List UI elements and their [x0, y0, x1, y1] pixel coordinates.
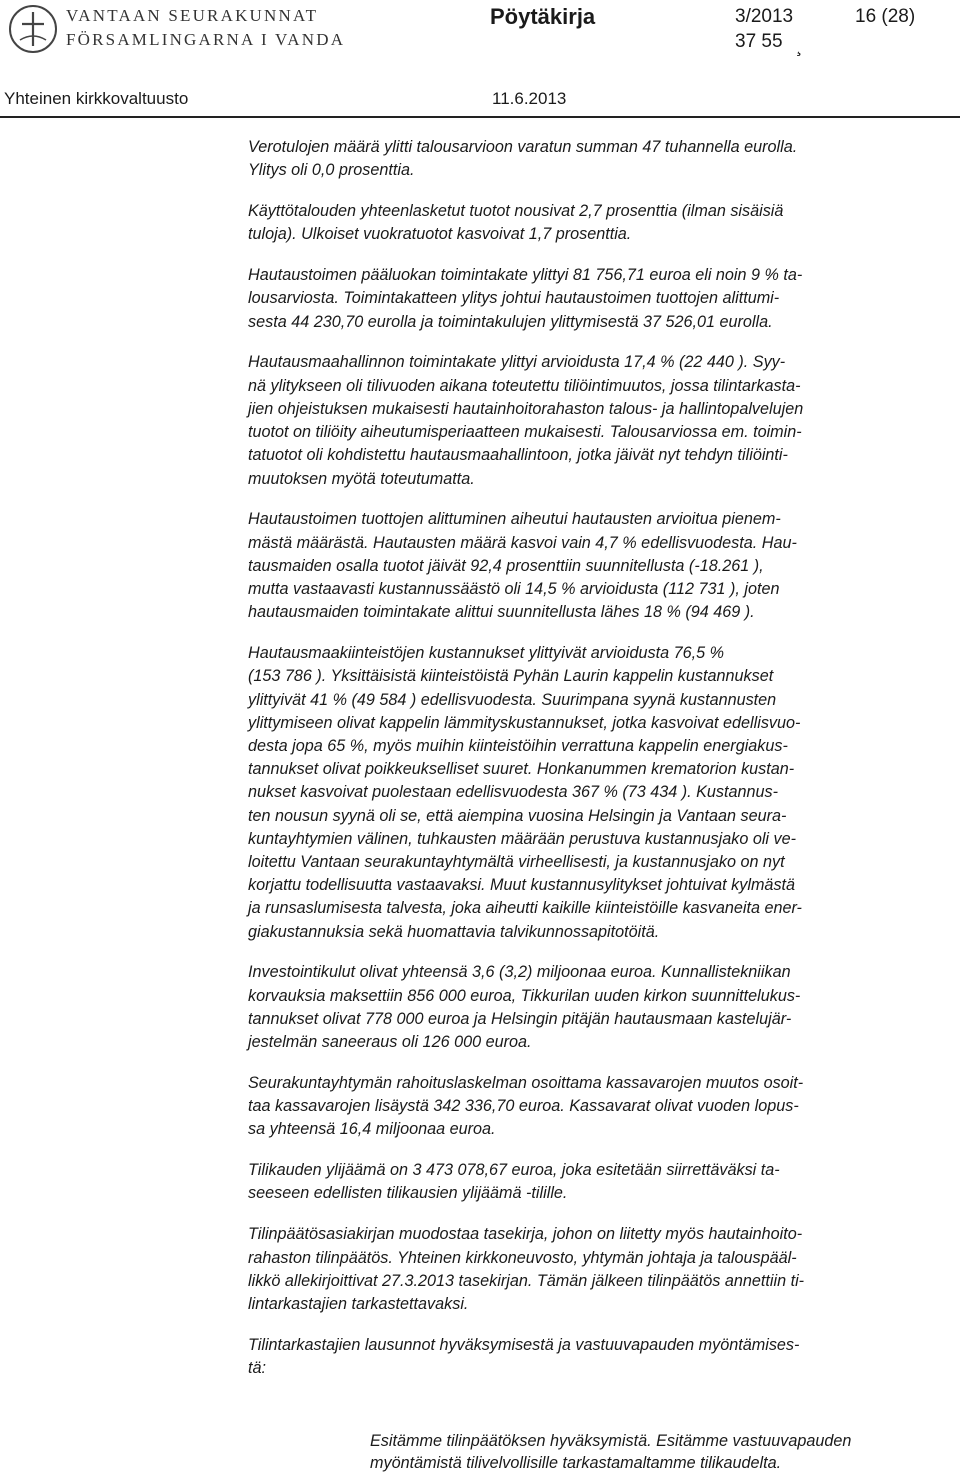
church-logo-icon — [8, 4, 58, 54]
paragraph: Käyttötalouden yhteenlasketut tuotot nousivat 2,7 prosenttia (ilman sisäisiä tuloja). Ulkoiset vuokratuotot kasvoivat 1,7 prosenttia. — [248, 202, 784, 244]
paragraph: Hautaustoimen pääluokan toimintakate ylittyi 81 756,71 euroa eli noin 9 % ta- lousarviosta. Toimintakatteen ylitys johtui hautaustoimen tuottojen alittumi- sesta 44 230,70 eurolla ja toimintakulujen ylittymisestä 37 526,01 eurolla. — [248, 266, 803, 331]
org-name-swedish: FÖRSAMLINGARNA I VANDA — [66, 30, 346, 49]
issue-number: 3/2013 — [735, 6, 794, 27]
paragraph: Hautaustoimen tuottojen alittuminen aiheutui hautausten arvioitua pienem- mästä määrästä. Hautausten määrä kasvoi vain 4,7 % edellisvuodesta. Hau- tausmaiden osalla tuotot jäivät 92,4 prosenttiin suunnitellusta (-18.261 ), mutta vastaavasti kustannussäästö oli 14,5 % arvioidusta (112 731 ), joten hautausmaiden toimintakate alittui suunnitellusta lähes 18 % (94 469 ). — [248, 510, 797, 622]
paragraph: Hautausmaakiinteistöjen kustannukset ylittyivät arvioidusta 76,5 % (153 786 ). Yksittäisistä kiinteistöistä Pyhän Laurin kappelin kustannukset ylittyivät 41 % (49 584 ) edellisvuodesta. Suurimpana syynä kustannusten ylittymiseen olivat kappelin lämmityskustannukset, jotka kasvoivat edellisvuo- desta jopa 65 %, myös muihin kiinteistöihin verrattuna kappelin energiakus- tannukset olivat poikkeukselliset suuret. Honkanummen krematorion kustan- nukset kasvoivat puolestaan edellisvuodesta 367 % (73 434 ). Kustannus- ten nousun syynä oli se, että aiempina vuosina Helsingin ja Vantaan seura- kuntayhtymien välinen, tuhkausten määrään perustuva kustannusjako oli ve- loitettu Vantaan seurakuntayhtymältä virheellisesti, ja kustannusjako on nyt korjattu todellisuutta vastaavaksi. Muut kustannusylitykset johtuivat kylmästä ja runsaslumisesta talvesta, joka aiheutti kaikille kiinteistöille kasvaneita ener- giakustannuksia sekä huomattavia talvikunnossapitotöitä. — [248, 644, 802, 941]
meeting-name: Yhteinen kirkkovaltuusto — [4, 89, 189, 108]
paragraph-range: 37 55 — [735, 31, 783, 52]
header-divider — [0, 116, 960, 118]
paragraph: Tilikauden ylijäämä on 3 473 078,67 euroa, joka esitetään siirrettäväksi ta- seeseen edellisten tilikausien ylijäämä -tilille. — [248, 1161, 780, 1203]
tick-mark: ¸ — [796, 36, 803, 57]
auditor-statement-quote: Esitämme tilinpäätöksen hyväksymistä. Esitämme vastuuvapauden myöntämistä tilivelvollisille tarkastamaltamme tilikaudelta. — [370, 1432, 852, 1472]
org-name-finnish: VANTAAN SEURAKUNNAT — [66, 6, 319, 25]
document-type: Pöytäkirja — [490, 4, 596, 29]
page-number: 16 (28) — [855, 6, 916, 27]
paragraph: Hautausmaahallinnon toimintakate ylittyi arvioidusta 17,4 % (22 440 ). Syy- nä ylitykseen oli tilivuoden aikana toteutettu tiliöintimuutos, jossa tilintarkasta- jien ohjeistuksen mukaisesti hautainhoitorahaston talous- ja hallintopalvelujen tuotot on tiliöity aiheutumisperiaatteen mukaisesti. Talousarviossa em. toimin- tatuotot oli kohdistettu hautausmaahallintoon, jotka jäivät nyt tehdyn tiliöinti- muutoksen myötä toteutumatta. — [248, 353, 804, 488]
meeting-date: 11.6.2013 — [492, 89, 567, 108]
paragraph: Tilinpäätösasiakirjan muodostaa tasekirja, johon on liitetty myös hautainhoito- rahaston tilinpäätös. Yhteinen kirkkoneuvosto, yhtymän johtaja ja talouspääl- likkö allekirjoittivat 27.3.2013 tasekirjan. Tämän jälkeen tilinpäätös annettiin ti- lintarkastajien tarkastettavaksi. — [248, 1225, 805, 1313]
paragraph: Verotulojen määrä ylitti talousarvioon varatun summan 47 tuhannella eurolla. Ylitys oli 0,0 prosenttia. — [248, 138, 798, 180]
paragraph: Tilintarkastajien lausunnot hyväksymisestä ja vastuuvapauden myöntämises- tä: — [248, 1335, 800, 1378]
paragraph: Seurakuntayhtymän rahoituslaskelman osoittama kassavarojen muutos osoit- taa kassavarojen lisäystä 342 336,70 euroa. Kassavarat olivat vuoden lopus- sa yhteensä 16,4 miljoonaa euroa. — [248, 1073, 804, 1139]
document-body — [248, 136, 960, 1398]
paragraph: Investointikulut olivat yhteensä 3,6 (3,2) miljoonaa euroa. Kunnallistekniikan korvauksia maksettiin 856 000 euroa, Tikkurilan uuden kirkon suunnittelukus- tannukset olivat 778 000 euroa ja Helsingin pitäjän hautausmaan kastelujär- jestelmän saneeraus oli 126 000 euroa. — [248, 963, 801, 1052]
